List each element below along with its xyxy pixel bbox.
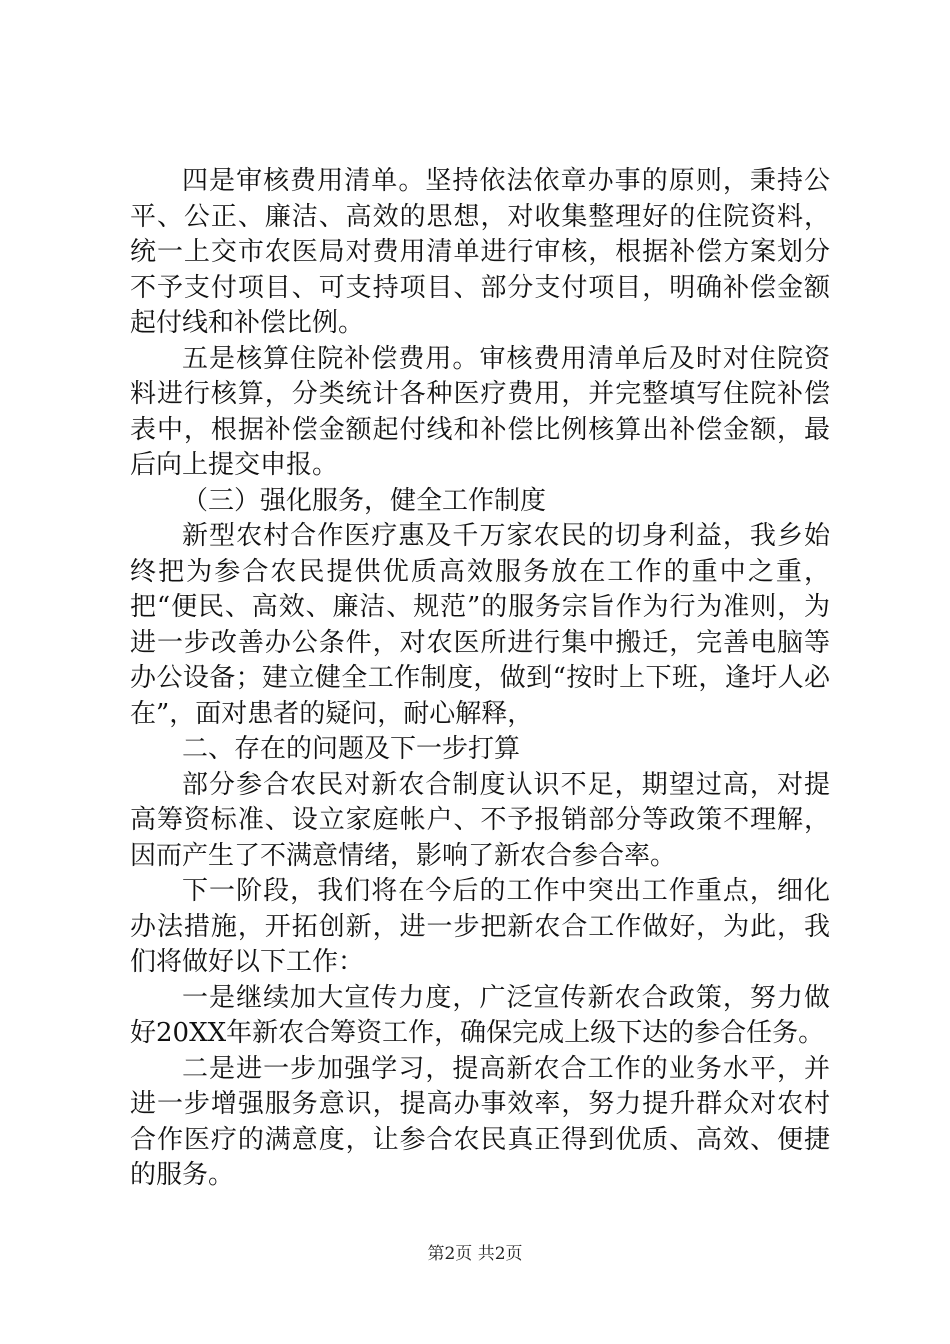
- paragraph-next-stage: 下一阶段，我们将在今后的工作中突出工作重点，细化办法措施，开拓创新，进一步把新农合工作做好，为此，我们将做好以下工作：: [130, 876, 830, 977]
- paragraph-calculate-compensation: 五是核算住院补偿费用。审核费用清单后及时对住院资料进行核算，分类统计各种医疗费用，并完整填写住院补偿表中，根据补偿金额起付线和补偿比例核算出补偿金额，最后向上提交申报。: [130, 343, 830, 480]
- section-heading-strengthen-service: （三）强化服务，健全工作制度: [182, 485, 547, 516]
- paragraph-problems: 部分参合农民对新农合制度认识不足，期望过高，对提高筹资标准、设立家庭帐户、不予报销部分等政策不理解，因而产生了不满意情绪，影响了新农合参合率。: [130, 769, 830, 871]
- page-number-footer: 第2页 共2页: [427, 1244, 523, 1264]
- document-body: [130, 164, 830, 1194]
- section-heading-problems-next-steps: 二、存在的问题及下一步打算: [182, 734, 521, 764]
- paragraph-service-system: 新型农村合作医疗惠及千万家农民的切身利益，我乡始终把为参合农民提供优质高效服务放在工作的重中之重，把“便民、高效、廉洁、规范”的服务宗旨作为行为准则，为进一步改善办公条件，对农医所进行集中搬迁，完善电脑等办公设备；建立健全工作制度，做到“按时上下班，逢圩人必在”，面对患者的疑问，耐心解释，: [130, 521, 830, 729]
- paragraph-learning: 二是进一步加强学习，提高新农合工作的业务水平，并进一步增强服务意识，提高办事效率，努力提升群众对农村合作医疗的满意度，让参合农民真正得到优质、高效、便捷的服务。: [130, 1053, 830, 1190]
- paragraph-review-expense-list: 四是审核费用清单。坚持依法依章办事的原则，秉持公平、公正、廉洁、高效的思想，对收集整理好的住院资料，统一上交市农医局对费用清单进行审核，根据补偿方案划分不予支付项目、可支持项目、部分支付项目，明确补偿金额起付线和补偿比例。: [130, 166, 830, 338]
- paragraph-publicity: 一是继续加大宣传力度，广泛宣传新农合政策，努力做好20XX年新农合筹资工作，确保完成上级下达的参合任务。: [130, 982, 830, 1048]
